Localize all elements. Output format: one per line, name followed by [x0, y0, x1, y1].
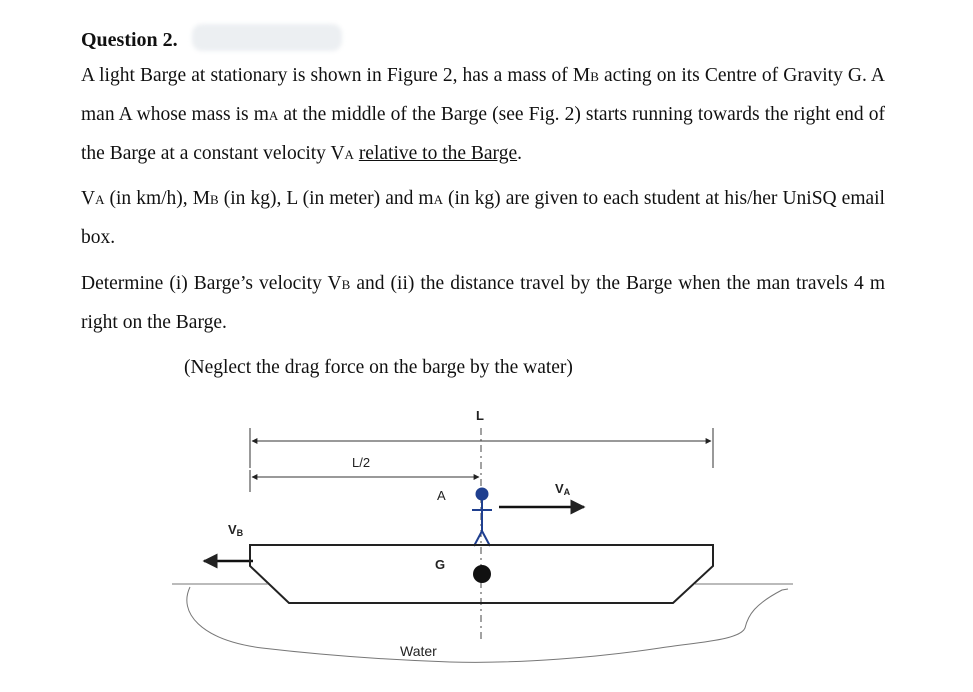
label-VA: VA: [555, 481, 571, 497]
label-water: Water: [400, 643, 437, 659]
given-data-paragraph: VA (in km/h), MB (in kg), L (in meter) and mA (in kg) are given to each student at his/her UniSQ email box.: [81, 188, 885, 248]
label-A: A: [437, 488, 446, 503]
label-VB: VB: [228, 522, 244, 538]
neglect-note: (Neglect the drag force on the barge by the water): [184, 357, 573, 378]
man-figure: [472, 488, 492, 547]
water-basin-outline: [187, 587, 788, 662]
underlined-phrase: relative to the Barge: [358, 143, 518, 164]
label-L: L: [476, 408, 484, 423]
label-L-half: L/2: [352, 455, 371, 470]
problem-paragraph: A light Barge at stationary is shown in Figure 2, has a mass of MB acting on its Centre of Gravity G. A man A whose mass is mA at the middle of the Barge (see Fig. 2) starts running towards the right end of the Barge at a constant velocity VA relative to the Barge.: [81, 65, 885, 164]
centre-of-gravity-dot: [473, 565, 491, 583]
label-G: G: [435, 557, 446, 572]
question-heading: Question 2.: [81, 29, 178, 51]
task-paragraph: Determine (i) Barge’s velocity VB and (ii) the distance travel by the Barge when the man travels 4 m right on the Barge.: [81, 273, 885, 333]
